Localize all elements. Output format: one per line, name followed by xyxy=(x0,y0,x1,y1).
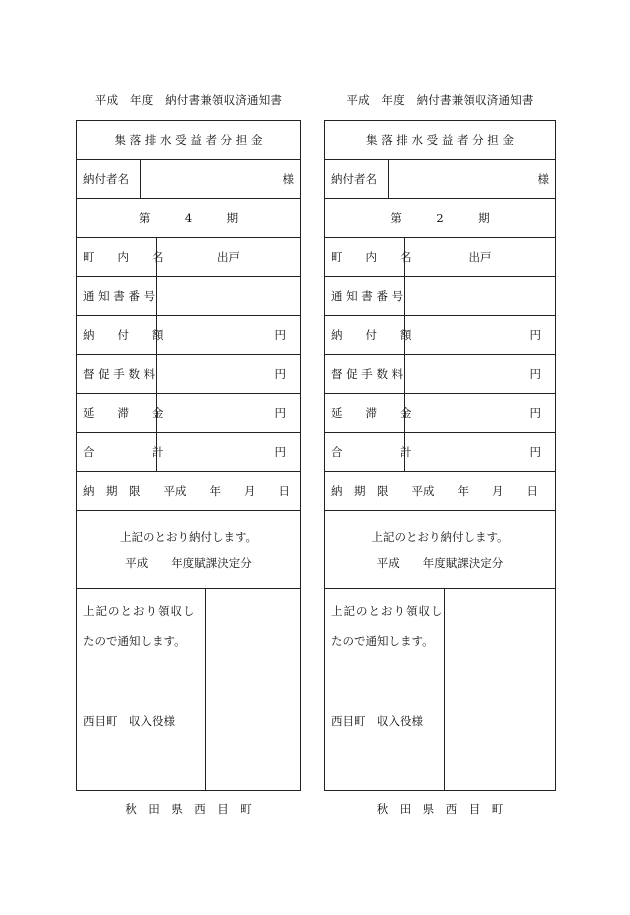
total-yen: 円 xyxy=(529,445,541,459)
payer-row xyxy=(325,160,555,199)
receipt-block xyxy=(325,589,555,790)
late-fee-row xyxy=(325,394,555,433)
header-row xyxy=(325,121,555,160)
late-fee-yen: 円 xyxy=(274,406,286,420)
town-label: 町 内 名 xyxy=(325,238,405,276)
late-fee-yen: 円 xyxy=(529,406,541,420)
late-fee-label: 延 滞 金 xyxy=(77,394,157,432)
amount-yen: 円 xyxy=(529,328,541,342)
payer-row xyxy=(77,160,300,199)
notice-number-row xyxy=(77,277,300,316)
receipt-block xyxy=(77,589,300,790)
fee-row xyxy=(77,355,300,394)
amount-yen: 円 xyxy=(274,328,286,342)
payment-note: 上記のとおり納付します。 xyxy=(371,529,509,544)
total-label: 合 計 xyxy=(77,433,157,471)
notice-number-label: 通 知 書 番 号 xyxy=(325,277,405,315)
receipt-line-2: たので通知します。 xyxy=(83,634,186,648)
receipt-text xyxy=(77,589,206,790)
payer-suffix: 様 xyxy=(537,172,549,186)
notice-number-row xyxy=(325,277,555,316)
payment-note-block xyxy=(325,511,555,589)
period-label: 第 2 期 xyxy=(390,211,490,225)
payment-slip-left xyxy=(76,92,301,817)
tax-year: 平成 年度賦課決定分 xyxy=(376,555,504,570)
town-value: 出戸 xyxy=(468,250,492,264)
receipt-line-1: 上記のとおり領収し xyxy=(331,604,444,618)
payer-label: 納付者名 xyxy=(325,160,389,198)
receipt-to: 西目町 収入役様 xyxy=(331,714,423,728)
payer-label: 納付者名 xyxy=(77,160,141,198)
receipt-to: 西目町 収入役様 xyxy=(83,714,175,728)
slip-header: 集 落 排 水 受 益 者 分 担 金 xyxy=(114,133,263,147)
amount-row xyxy=(325,316,555,355)
slip-table xyxy=(76,120,301,791)
total-label: 合 計 xyxy=(325,433,405,471)
slip-table xyxy=(324,120,556,791)
total-row xyxy=(77,433,300,472)
tax-year: 平成 年度賦課決定分 xyxy=(125,555,252,570)
fee-yen: 円 xyxy=(529,367,541,381)
town-value: 出戸 xyxy=(217,250,240,264)
notice-number-label: 通 知 書 番 号 xyxy=(77,277,157,315)
payment-slip-right xyxy=(324,92,556,817)
town-label: 町 内 名 xyxy=(77,238,157,276)
fee-label: 督 促 手 数 料 xyxy=(77,355,157,393)
receipt-text xyxy=(325,589,445,790)
notice-number-value xyxy=(157,277,300,315)
payment-note: 上記のとおり納付します。 xyxy=(119,529,258,544)
deadline-row xyxy=(77,472,300,511)
town-row xyxy=(325,238,555,277)
period-label: 第 4 期 xyxy=(138,211,239,225)
amount-label: 納 付 額 xyxy=(77,316,157,354)
header-row xyxy=(77,121,300,160)
slip-header: 集 落 排 水 受 益 者 分 担 金 xyxy=(366,133,514,147)
total-row xyxy=(325,433,555,472)
total-yen: 円 xyxy=(274,445,286,459)
amount-row xyxy=(77,316,300,355)
notice-number-value xyxy=(405,277,555,315)
stamp-area xyxy=(445,589,555,790)
payment-note-block xyxy=(77,511,300,589)
fee-label: 督 促 手 数 料 xyxy=(325,355,405,393)
period-row xyxy=(77,199,300,238)
slip-title: 平成 年度 納付書兼領収済通知書 xyxy=(346,93,534,107)
fee-yen: 円 xyxy=(274,367,286,381)
late-fee-label: 延 滞 金 xyxy=(325,394,405,432)
deadline-label: 納 期 限 平成 年 月 日 xyxy=(331,484,538,498)
payer-suffix: 様 xyxy=(282,172,294,186)
receipt-line-2: たので通知します。 xyxy=(331,634,434,648)
issuer: 秋 田 県 西 目 町 xyxy=(376,802,504,816)
period-row xyxy=(325,199,555,238)
late-fee-row xyxy=(77,394,300,433)
fee-row xyxy=(325,355,555,394)
slip-title: 平成 年度 納付書兼領収済通知書 xyxy=(94,93,283,107)
deadline-label: 納 期 限 平成 年 月 日 xyxy=(83,484,290,498)
stamp-area xyxy=(206,589,300,790)
issuer: 秋 田 県 西 目 町 xyxy=(125,802,252,816)
deadline-row xyxy=(325,472,555,511)
receipt-line-1: 上記のとおり領収し xyxy=(83,604,196,618)
town-row xyxy=(77,238,300,277)
amount-label: 納 付 額 xyxy=(325,316,405,354)
